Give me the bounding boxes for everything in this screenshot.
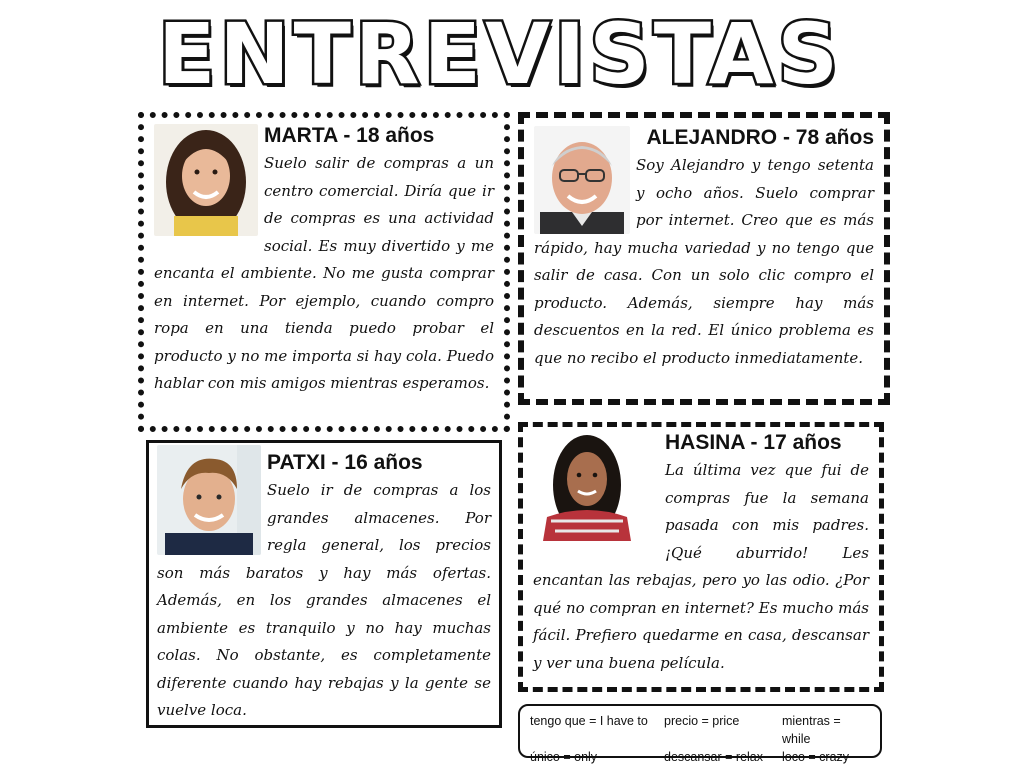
interviewee-name-hasina: HASINA - 17 años (665, 431, 842, 454)
interview-text-marta: Suelo salir de compras a un centro comercial. Diría que ir de compras es una actividad social. Es muy divertido y me encanta el ambiente. No me gusta comprar en internet. Por ejemplo, cuando compro ropa en una tienda puedo probar el producto y no me importa si hay cola. Puedo hablar con mis amigos mientras esperamos. (154, 154, 494, 392)
vocabulary-glossary (518, 704, 882, 764)
portrait-photo-marta (154, 124, 258, 236)
interview-box-alejandro (518, 112, 890, 405)
interview-text-patxi: Suelo ir de compras a los grandes almacenes. Por regla general, los precios son más baratos y hay más ofertas. Además, en los grandes almacenes el ambiente es tranquilo y no hay muchas colas. No obstante, es completamente diferente cuando hay rebajas y la gente se vuelve loca. (157, 481, 491, 719)
glossary-entry: mientras = while (782, 714, 841, 746)
portrait-photo-alejandro (534, 126, 630, 234)
interview-box-hasina (518, 422, 884, 692)
glossary-entry: único = only (530, 750, 598, 764)
glossary-entry: precio = price (664, 714, 740, 728)
glossary-entry: loco = crazy (782, 750, 850, 764)
glossary-entry: descansar = relax (664, 750, 764, 764)
glossary-entry: tengo que = I have to (530, 714, 648, 728)
interviewee-name-marta: MARTA - 18 años (264, 124, 435, 147)
portrait-photo-patxi (157, 445, 261, 555)
interviewee-name-patxi: PATXI - 16 años (267, 451, 423, 474)
interview-text-alejandro: Soy Alejandro y tengo setenta y ocho años. Suelo comprar por internet. Creo que es más rápido, hay mucha variedad y no tengo que salir de casa. Con un solo clic compro el producto. Además, siempre hay más descuentos en la red. El único problema es que no recibo el producto inmediatamente. (534, 156, 874, 367)
page-title: ENTREVISTAS (157, 5, 843, 103)
portrait-photo-hasina (533, 429, 641, 541)
interview-box-marta (138, 112, 510, 432)
interview-text-hasina: La última vez que fui de compras fue la semana pasada con mis padres. ¡Qué aburrido! Les encantan las rebajas, pero yo las odio. ¿Por qué no compran en internet? Es mucho más fácil. Prefiero quedarme en casa, descansar y ver una buena película. (533, 461, 869, 672)
interviewee-name-alejandro: ALEJANDRO - 78 años (646, 126, 874, 149)
interview-box-patxi (146, 440, 502, 728)
